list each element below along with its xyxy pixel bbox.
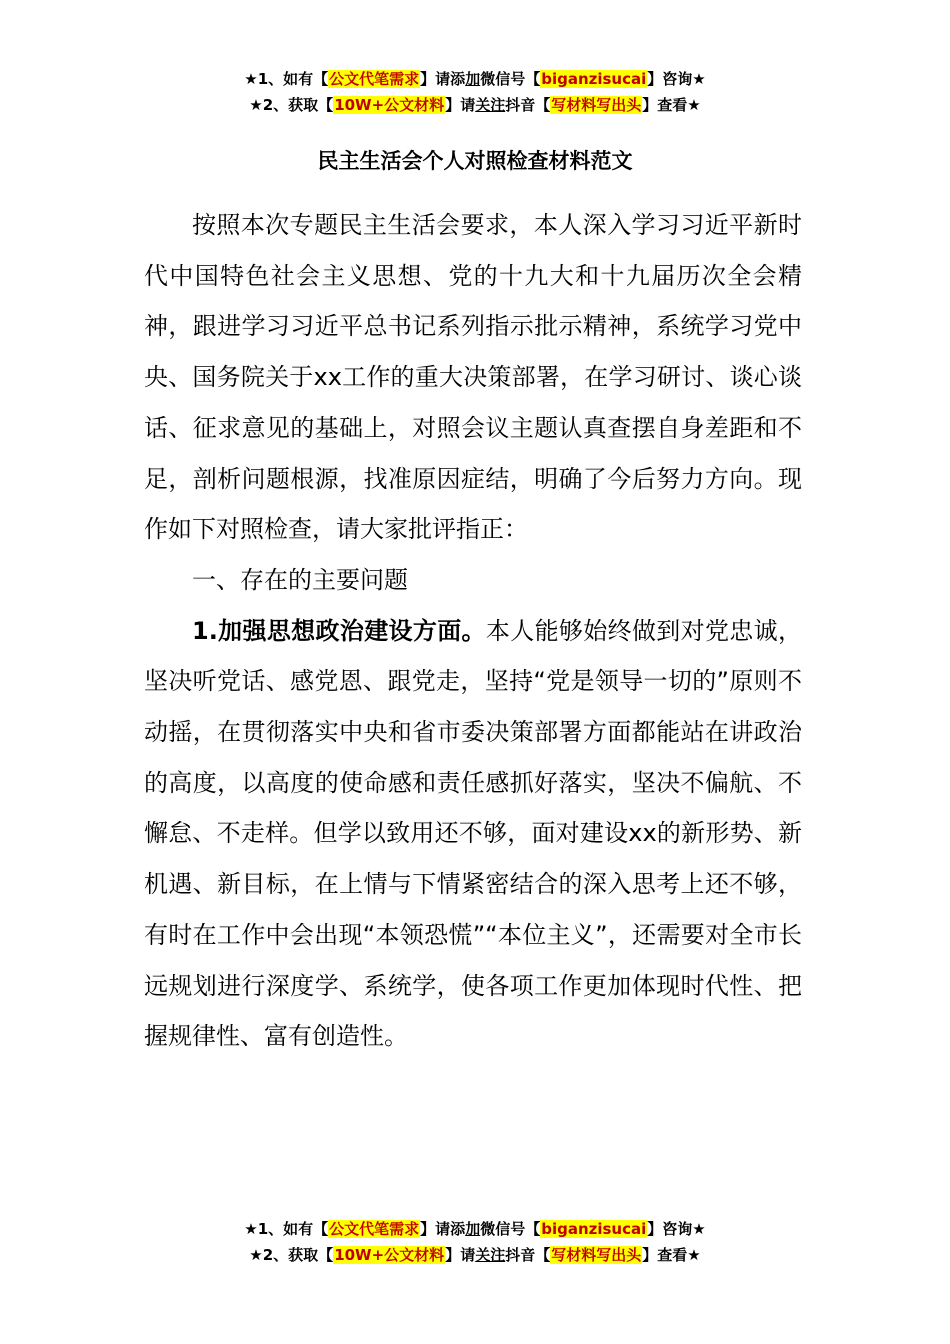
promo-text: 抖音【 bbox=[505, 96, 551, 114]
promo-underline: 加 bbox=[465, 70, 481, 88]
promo-highlight: biganzisucai bbox=[541, 70, 647, 88]
promo-text: 抖音【 bbox=[505, 1246, 551, 1264]
point-1-body: 本人能够始终做到对党忠诚，坚决听党话、感党恩、跟党走，坚持“党是领导一切的”原则不动摇，在贯彻落实中央和省市委决策部署方面都能站在讲政治的高度，以高度的使命感和责任感抓好落实，坚决不偏航、不懈怠、不走样。但学以致用还不够，面对建设xx的新形势、新机遇、新目标，在上情与下情紧密结合的深入思考上还不够，有时在工作中会出现“本领恐慌”“本位主义”，还需要对全市长远规划进行深度学、系统学，使各项工作更加体现时代性、把握规律性、富有创造性。 bbox=[144, 616, 802, 1051]
promo-text: 】请 bbox=[445, 96, 476, 114]
promo-highlight: 公文代笔需求 bbox=[329, 1220, 420, 1238]
promo-text: 】查看★ bbox=[642, 96, 701, 114]
promo-text: 】咨询★ bbox=[647, 1220, 706, 1238]
promo-text: 微信号【 bbox=[480, 70, 541, 88]
promo-text: 微信号【 bbox=[480, 1220, 541, 1238]
promo-text: ★1、如有【 bbox=[244, 1220, 329, 1238]
section-heading: 一、存在的主要问题 bbox=[192, 565, 408, 594]
document-title: 民主生活会个人对照检查材料范文 bbox=[317, 149, 633, 173]
promo-line-1 bbox=[0, 1216, 950, 1242]
promo-highlight: 10W+公文材料 bbox=[334, 96, 445, 114]
promo-line-2 bbox=[0, 1242, 950, 1268]
document-body bbox=[144, 200, 802, 1062]
promo-highlight: 10W+公文材料 bbox=[334, 1246, 445, 1264]
promo-highlight: biganzisucai bbox=[541, 1220, 647, 1238]
promo-highlight: 公文代笔需求 bbox=[329, 70, 420, 88]
promo-text: ★1、如有【 bbox=[244, 70, 329, 88]
promo-text: ★2、获取【 bbox=[249, 1246, 334, 1264]
promo-text: 】咨询★ bbox=[647, 70, 706, 88]
promo-text: 】请添 bbox=[420, 1220, 466, 1238]
promo-text: ★2、获取【 bbox=[249, 96, 334, 114]
promo-text: 】查看★ bbox=[642, 1246, 701, 1264]
promo-banner-bottom bbox=[0, 1216, 950, 1268]
promo-text: 】请添 bbox=[420, 70, 466, 88]
point-1-paragraph bbox=[144, 606, 802, 1062]
promo-banner-top bbox=[0, 66, 950, 118]
promo-line-2 bbox=[0, 92, 950, 118]
promo-highlight: 写材料写出头 bbox=[551, 1246, 642, 1264]
promo-underline: 加 bbox=[465, 1220, 481, 1238]
promo-line-1 bbox=[0, 66, 950, 92]
intro-paragraph: 按照本次专题民主生活会要求，本人深入学习习近平新时代中国特色社会主义思想、党的十九大和十九届历次全会精神，跟进学习习近平总书记系列指示批示精神，系统学习党中央、国务院关于xx工作的重大决策部署，在学习研讨、谈心谈话、征求意见的基础上，对照会议主题认真查摆自身差距和不足，剖析问题根源，找准原因症结，明确了今后努力方向。现作如下对照检查，请大家批评指正： bbox=[144, 211, 802, 544]
promo-text: 】请 bbox=[445, 1246, 476, 1264]
promo-underline: 关注 bbox=[475, 1246, 506, 1264]
point-1-lead: 1.加强思想政治建设方面。 bbox=[192, 616, 486, 645]
promo-underline: 关注 bbox=[475, 96, 506, 114]
promo-highlight: 写材料写出头 bbox=[551, 96, 642, 114]
